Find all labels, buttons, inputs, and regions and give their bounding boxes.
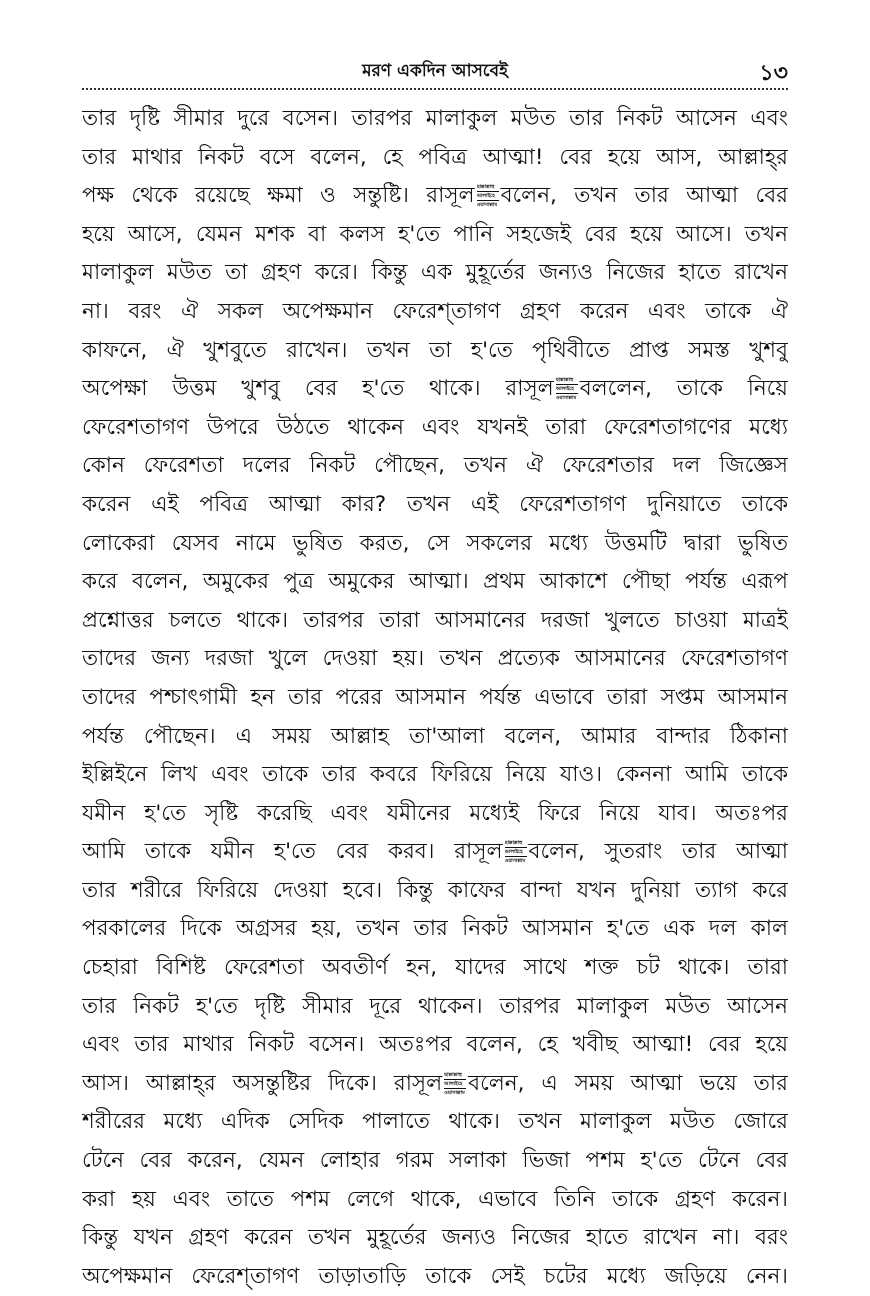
text-line-continuation: বলেন, সুতরাং তার আত্মা: [528, 839, 788, 865]
text-line: [82, 833, 788, 872]
honorific-top: ছাল্লাল্লাহু: [555, 377, 574, 384]
text-line: [82, 139, 788, 178]
text-line-content: পরকালের দিকে অগ্রসর হয়, তখন তার নিকট আসমান হ'তে এক দল কাল: [82, 916, 788, 942]
text-line: [82, 756, 788, 795]
text-line: [82, 1065, 788, 1104]
honorific-mid: আলাইহে: [556, 384, 578, 394]
text-line-content: আমি তাকে যমীন হ'তে বের করব। রাসূল: [82, 839, 503, 865]
text-line: [82, 447, 788, 486]
text-line-content: শরীরের মধ্যে এদিক সেদিক পালাতে থাকে। তখন মালাকুল মউত জোরে: [82, 1109, 788, 1135]
text-line: [82, 370, 788, 409]
text-line: [82, 1219, 788, 1258]
text-line: [82, 718, 788, 757]
text-line-content: তার মাথার নিকট বসে বলেন, হে পবিত্র আত্মা! বের হয়ে আস, আল্লাহ্‌র: [82, 144, 788, 170]
page-header: [82, 56, 788, 90]
text-line-content: ইল্লিইনে লিখ এবং তাকে তার কবরে ফিরিয়ে নিয়ে যাও। কেননা আমি তাকে: [82, 762, 788, 788]
text-line: [82, 293, 788, 332]
text-line-content: অপেক্ষা উত্তম খুশবু বের হ'তে থাকে। রাসূল: [82, 376, 554, 402]
text-line-content: অপেক্ষমান ফেরেশ্‌তাগণ তাড়াতাড়ি তাকে সেই চটের মধ্যে জড়িয়ে নেন।: [82, 1263, 788, 1289]
text-line: [82, 486, 788, 525]
text-line-content: আস। আল্লাহ্‌র অসন্তুষ্টির দিকে। রাসূল: [82, 1070, 443, 1096]
text-line: [82, 525, 788, 564]
text-line-content: প্রশ্নোত্তর চলতে থাকে। তারপর তারা আসমানের দরজা খুলতে চাওয়া মাত্রই: [82, 607, 788, 633]
text-line-content: ফেরেশতাগণ উপরে উঠতে থাকেন এবং যখনই তারা ফেরেশতাগণের মধ্যে: [82, 414, 788, 440]
text-line-content: কিন্তু যখন গ্রহণ করেন তখন মুহূর্তের জন্যও নিজের হাতে রাখেন না। বরং: [82, 1225, 788, 1251]
text-line: [82, 1142, 788, 1181]
text-line-content: হয়ে আসে, যেমন মশক বা কলস হ'তে পানি সহজেই বের হয়ে আসে। তখন: [82, 221, 788, 247]
page-number: ১৩: [759, 61, 788, 86]
text-line: [82, 177, 788, 216]
text-line-content: পক্ষ থেকে রয়েছে ক্ষমা ও সন্তুষ্টি। রাসূল: [82, 183, 475, 209]
text-line-content: করে বলেন, অমুকের পুত্র অমুকের আত্মা। প্রথম আকাশে পৌছা পর্যন্ত এরূপ: [82, 569, 788, 595]
text-line: [82, 100, 788, 139]
text-line-content: তার দৃষ্টি সীমার দুরে বসেন। তারপর মালাকুল মউত তার নিকট আসেন এবং: [82, 106, 788, 131]
text-line-content: মালাকুল মউত তা গ্রহণ করে। কিন্তু এক মুহূর্তের জন্যও নিজের হাতে রাখেন: [82, 260, 788, 286]
text-line: [82, 1181, 788, 1220]
body-text: [82, 100, 788, 1296]
honorific-mid: আলাইহে: [505, 847, 527, 857]
text-line-content: কোন ফেরেশতা দলের নিকট পৌছেন, তখন ঐ ফেরেশতার দল জিজ্ঞেস: [82, 453, 788, 479]
text-line-continuation: বলেন, তখন তার আত্মা বের: [500, 183, 788, 209]
text-line: [82, 563, 788, 602]
text-line: [82, 602, 788, 641]
text-line-content: তার শরীরে ফিরিয়ে দেওয়া হবে। কিন্তু কাফের বান্দা যখন দুনিয়া ত্যাগ করে: [82, 877, 788, 903]
text-line: [82, 910, 788, 949]
running-title: মরণ একদিন আসবেই: [362, 61, 508, 81]
text-line-content: টেনে বের করেন, যেমন লোহার গরম সলাকা ভিজা পশম হ'তে টেনে বের: [82, 1148, 788, 1174]
text-line-content: করেন এই পবিত্র আত্মা কার? তখন এই ফেরেশতাগণ দুনিয়াতে তাকে: [82, 491, 788, 517]
honorific-bottom: ওয়াসাল্লাম: [476, 202, 498, 209]
text-line: [82, 332, 788, 371]
honorific-top: ছাল্লাল্লাহু: [504, 840, 523, 847]
honorific-ligature: [477, 183, 499, 209]
text-line-content: তার নিকট হ'তে দৃষ্টি সীমার দূরে থাকেন। তারপর মালাকুল মউত আসেন: [82, 993, 788, 1019]
text-line-content: কাফনে, ঐ খুশবুতে রাখেন। তখন তা হ'তে পৃথিবীতে প্রাপ্ত সমস্ত খুশবু: [82, 337, 788, 363]
honorific-ligature: [556, 376, 578, 402]
text-line: [82, 409, 788, 448]
text-line-content: চেহারা বিশিষ্ট ফেরেশতা অবতীর্ণ হন, যাদের সাথে শক্ত চট থাকে। তারা: [82, 955, 788, 981]
honorific-top: ছাল্লাল্লাহু: [444, 1071, 462, 1078]
text-line: [82, 795, 788, 834]
text-line-continuation: বললেন, তাকে নিয়ে: [579, 376, 788, 402]
honorific-bottom: ওয়াসাল্লাম: [555, 395, 577, 402]
text-line-continuation: বলেন, এ সময় আত্মা ভয়ে তার: [468, 1070, 788, 1096]
text-line-content: না। বরং ঐ সকল অপেক্ষমান ফেরেশ্‌তাগণ গ্রহণ করেন এবং তাকে ঐ: [82, 298, 788, 324]
text-line-content: তাদের জন্য দরজা খুলে দেওয়া হয়। তখন প্রত্যেক আসমানের ফেরেশতাগণ: [82, 646, 788, 672]
honorific-top: ছাল্লাল্লাহু: [476, 184, 495, 191]
text-line: [82, 1103, 788, 1142]
text-line: [82, 1026, 788, 1065]
header-dotted-rule: [82, 88, 788, 90]
honorific-mid: আলাইহে: [444, 1079, 466, 1089]
text-line-content: যমীন হ'তে সৃষ্টি করেছি এবং যমীনের মধ্যেই ফিরে নিয়ে যাব। অতঃপর: [82, 800, 788, 826]
honorific-bottom: ওয়াসাল্লাম: [504, 858, 526, 865]
text-line: [82, 640, 788, 679]
text-line-content: করা হয় এবং তাতে পশম লেগে থাকে, এভাবে তিনি তাকে গ্রহণ করেন।: [82, 1186, 788, 1212]
text-line-content: তাদের পশ্চাৎগামী হন তার পরের আসমান পর্যন্ত এভাবে তারা সপ্তম আসমান: [82, 684, 788, 710]
honorific-ligature: [505, 839, 527, 865]
text-line-content: এবং তার মাথার নিকট বসেন। অতঃপর বলেন, হে খবীছ আত্মা! বের হয়ে: [82, 1032, 788, 1058]
text-line: [82, 872, 788, 911]
honorific-mid: আলাইহে: [477, 191, 499, 201]
text-line-content: পর্যন্ত পৌছেন। এ সময় আল্লাহ তা'আলা বলেন, আমার বান্দার ঠিকানা: [82, 723, 788, 749]
text-line: [82, 949, 788, 988]
text-line: [82, 254, 788, 293]
honorific-bottom: ওয়াসাল্লাম: [444, 1089, 465, 1096]
text-line: [82, 679, 788, 718]
text-line: [82, 216, 788, 255]
honorific-ligature: [444, 1071, 466, 1097]
text-line-content: লোকেরা যেসব নামে ভুষিত করত, সে সকলের মধ্যে উত্তমটি দ্বারা ভুষিত: [82, 530, 788, 556]
text-line: [82, 988, 788, 1027]
